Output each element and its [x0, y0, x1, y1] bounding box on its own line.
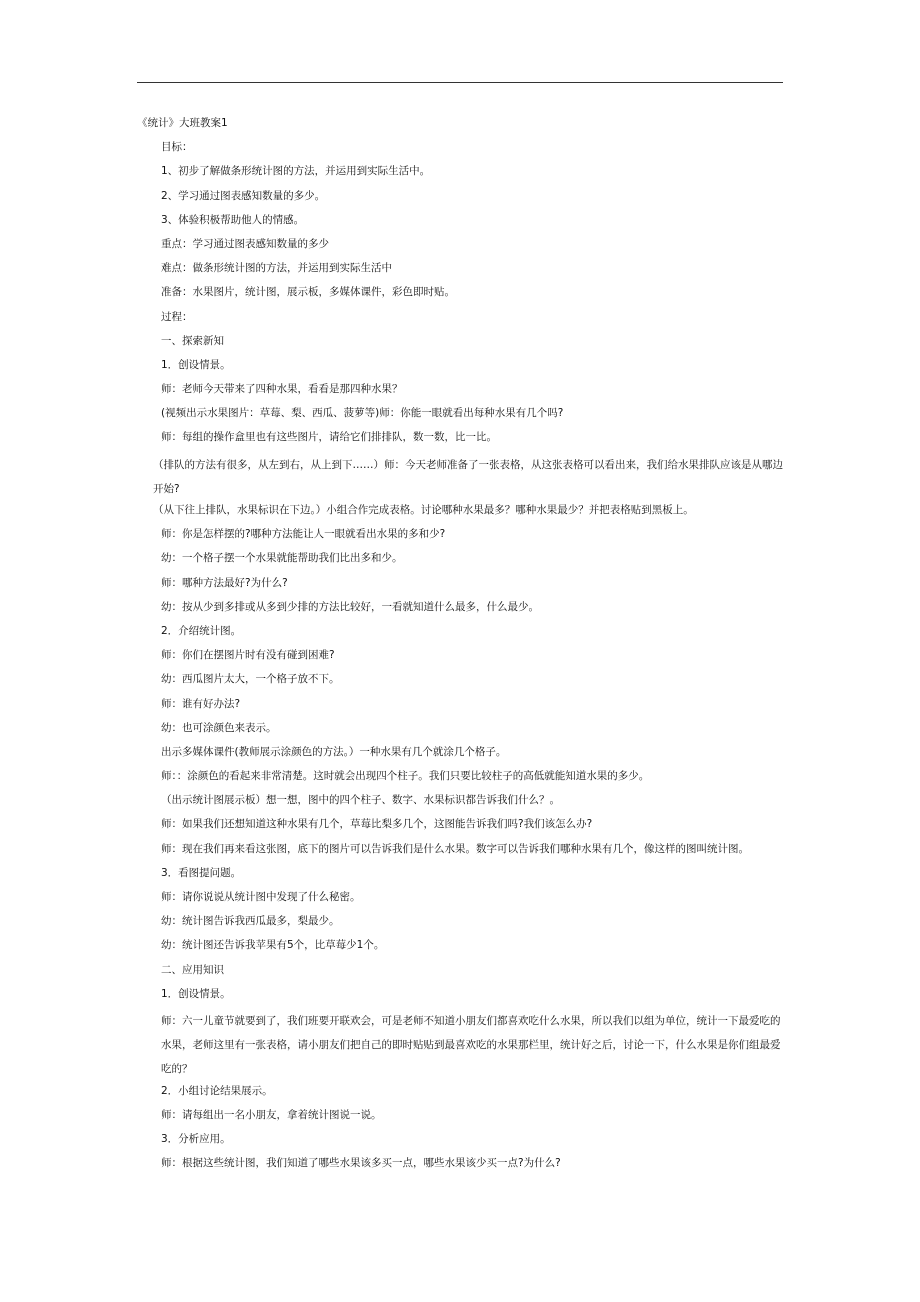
paragraph: 师：你们在摆图片时有没有碰到困难?	[161, 649, 335, 662]
paragraph: (视频出示水果图片：草莓、梨、西瓜、菠萝等)师：你能一眼就看出每种水果有几个吗?	[161, 407, 564, 420]
paragraph: 师：请每组出一名小朋友，拿着统计图说一说。	[161, 1108, 382, 1121]
paragraph: 幼：统计图告诉我西瓜最多，梨最少。	[161, 915, 340, 928]
paragraph: （出示统计图展示板）想一想，图中的四个柱子、数字、水果标识都告诉我们什么？。	[161, 794, 560, 807]
paragraph: 幼：统计图还告诉我苹果有5个，比草莓少1个。	[161, 939, 385, 952]
header-rule	[137, 82, 783, 83]
paragraph: 师：请你说说从统计图中发现了什么秘密。	[161, 891, 361, 904]
paragraph: 幼：也可涂颜色来表示。	[161, 721, 277, 734]
paragraph: （排队的方法有很多，从左到右，从上到下……）师：今天老师准备了一张表格，从这张表格可以看出来，我们给水果排队应该是从哪边开始?	[153, 458, 783, 495]
step-heading: 3．分析应用。	[161, 1132, 231, 1145]
paragraph: 师：六一儿童节就要到了，我们班要开联欢会，可是老师不知道小朋友们都喜欢吃什么水果，所以我们以组为单位，统计一下最爱吃的水果，老师这里有一张表格，请小朋友们把自己的即时贴贴到最喜欢吃的水果那栏里，统计好之后，讨论一下，什么水果是你们组最爱吃的？	[161, 1014, 781, 1076]
difficulty: 难点：做条形统计图的方法，并运用到实际生活中	[161, 262, 392, 275]
goal-item: 3、体验积极帮助他人的情感。	[161, 213, 305, 226]
paragraph: 师：老师今天带来了四种水果，看看是那四种水果？	[161, 383, 403, 396]
step-heading: 1．创设情景。	[161, 987, 231, 1000]
step-heading: 2．小组讨论结果展示。	[161, 1084, 273, 1097]
step-heading: 3．看图提问题。	[161, 866, 242, 879]
section-label: 目标：	[161, 141, 193, 154]
paragraph: 幼：按从少到多排或从多到少排的方法比较好，一看就知道什么最多，什么最少。	[161, 600, 539, 613]
preparation: 准备：水果图片，统计图，展示板，多媒体课件，彩色即时贴。	[161, 286, 455, 299]
key-point: 重点：学习通过图表感知数量的多少	[161, 237, 329, 250]
section-label: 过程：	[161, 310, 193, 323]
goal-item: 1、初步了解做条形统计图的方法，并运用到实际生活中。	[161, 165, 431, 178]
paragraph: 师：你是怎样摆的?哪种方法能让人一眼就看出水果的多和少?	[161, 528, 446, 541]
paragraph: 师：哪种方法最好?为什么?	[161, 576, 288, 589]
paragraph: 幼：一个格子摆一个水果就能帮助我们比出多和少。	[161, 552, 403, 565]
paragraph: 师：谁有好办法?	[161, 697, 241, 710]
paragraph: 师：根据这些统计图，我们知道了哪些水果该多买一点，哪些水果该少买一点?为什么?	[161, 1157, 561, 1170]
paragraph: 出示多媒体课件(教师展示涂颜色的方法。）一种水果有几个就涂几个格子。	[161, 745, 507, 758]
section-heading: 二、应用知识	[161, 963, 224, 976]
document-title: 《统计》大班教案1	[137, 117, 228, 129]
paragraph: 师：现在我们再来看这张图，底下的图片可以告诉我们是什么水果。数字可以告诉我们哪种水果有几个，像这样的图叫统计图。	[161, 842, 749, 855]
section-heading: 一、探索新知	[161, 334, 224, 347]
paragraph: 师：：涂颜色的看起来非常清楚。这时就会出现四个柱子。我们只要比较柱子的高低就能知道水果的多少。	[161, 770, 650, 783]
step-heading: 2．介绍统计图。	[161, 624, 242, 637]
lesson-plan-document	[137, 114, 783, 1178]
paragraph: 幼：西瓜图片太大，一个格子放不下。	[161, 673, 340, 686]
paragraph: 师：每组的操作盒里也有这些图片，请给它们排排队，数一数，比一比。	[161, 431, 497, 444]
goal-item: 2、学习通过图表感知数量的多少。	[161, 189, 326, 202]
paragraph: （从下往上排队，水果标识在下边。）小组合作完成表格。讨论哪种水果最多？哪种水果最少？并把表格贴到黑板上。	[153, 504, 694, 517]
paragraph: 师：如果我们还想知道这种水果有几个，草莓比梨多几个，这图能告诉我们吗?我们该怎么办?	[161, 818, 593, 831]
step-heading: 1．创设情景。	[161, 358, 231, 371]
